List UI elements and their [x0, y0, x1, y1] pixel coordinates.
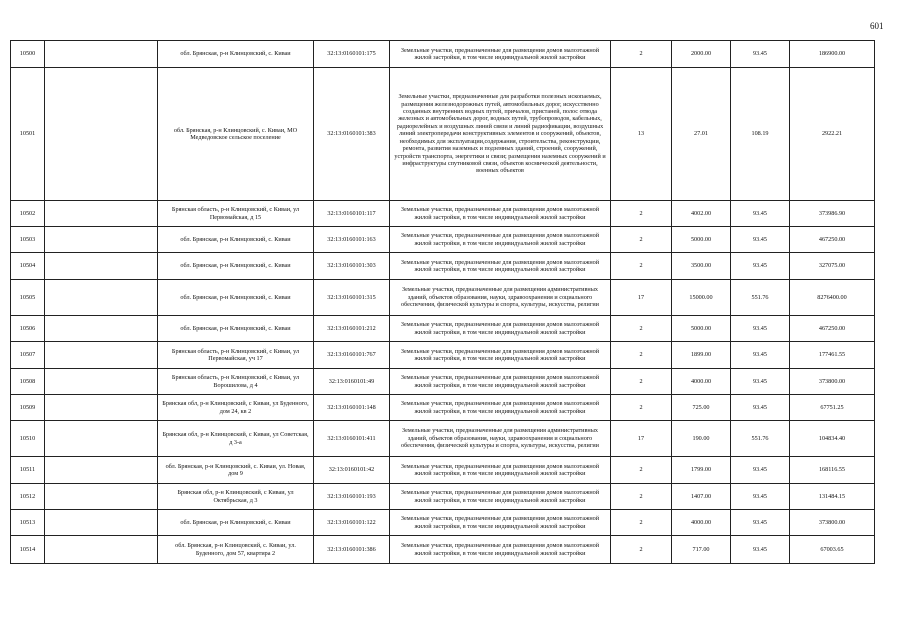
- cadastral-number-cell: 32:13:0160101:383: [314, 68, 390, 201]
- rate-cell: 93.45: [731, 457, 790, 484]
- empty-cell: [45, 68, 158, 201]
- area-cell: 27.01: [672, 68, 731, 201]
- land-use-description-cell: Земельные участки, предназначенные для размещения административных зданий, объектов образования, науки, здравоохранения и социального обеспечения, физической культуры и спорта, культуры, искусства, религии: [390, 280, 611, 316]
- table-body: [11, 41, 875, 564]
- cadastral-value-cell: 467250.00: [790, 316, 875, 342]
- address-cell: обл. Брянская, р-н Клинцовский, с. Киваи: [158, 316, 314, 342]
- area-cell: 1799.00: [672, 457, 731, 484]
- land-use-description-cell: Земельные участки, предназначенные для размещения административных зданий, объектов образования, науки, здравоохранения и социального обеспечения, физической культуры и спорта, культуры, искусства, религии: [390, 421, 611, 457]
- cadastral-number-cell: 32:13:0160101:163: [314, 227, 390, 253]
- empty-cell: [45, 227, 158, 253]
- cadastral-number-cell: 32:13:0160101:175: [314, 41, 390, 68]
- rate-cell: 93.45: [731, 201, 790, 227]
- rate-cell: 551.76: [731, 421, 790, 457]
- table-row: [11, 280, 875, 316]
- land-use-description-cell: Земельные участки, предназначенные для разработки полезных ископаемых, размещения железнодорожных путей, автомобильных дорог, искусственно созданных внутренних водных путей, причалов, пристаней, полос отвода железных и автомобильных дорог, водных путей, трубопроводов, кабельных, радиорелейных и воздушных линий связи и линий радиофикации, воздушных линий электропередачи конструктивных элементов и сооружений, объектов, необходимых для эксплуатации,содержания, строительства, реконструкции, ремонта, развития наземных и подземных зданий, строений, сооружений, устройств транспорта, энергетики и связи; размещения наземных сооружений и инфраструктуры спутниковой связи, объектов космической деятельности, военных объектов: [390, 68, 611, 201]
- row-number-cell: 10508: [11, 369, 45, 395]
- cadastral-value-cell: 168116.55: [790, 457, 875, 484]
- row-number-cell: 10506: [11, 316, 45, 342]
- area-cell: 4000.00: [672, 510, 731, 536]
- cadastral-number-cell: 32:13:0160101:315: [314, 280, 390, 316]
- cadastral-number-cell: 32:13:0160101:148: [314, 395, 390, 421]
- cadastral-number-cell: 32:13:0160101:117: [314, 201, 390, 227]
- row-number-cell: 10511: [11, 457, 45, 484]
- land-use-code-cell: 2: [611, 369, 672, 395]
- row-number-cell: 10505: [11, 280, 45, 316]
- cadastral-number-cell: 32:13:0160101:122: [314, 510, 390, 536]
- land-use-description-cell: Земельные участки, предназначенные для размещения домов малоэтажной жилой застройки, в том числе индивидуальной жилой застройки: [390, 457, 611, 484]
- cadastral-number-cell: 32:13:0160101:411: [314, 421, 390, 457]
- cadastral-value-cell: 327075.00: [790, 253, 875, 280]
- table-row: [11, 227, 875, 253]
- cadastral-value-cell: 467250.00: [790, 227, 875, 253]
- rate-cell: 93.45: [731, 369, 790, 395]
- cadastral-number-cell: 32:13:0160101:212: [314, 316, 390, 342]
- empty-cell: [45, 457, 158, 484]
- address-cell: обл. Брянская, р-н Клинцовский, с. Киваи, ул. Новая, дом 9: [158, 457, 314, 484]
- table-row: [11, 253, 875, 280]
- cadastral-value-cell: 104834.40: [790, 421, 875, 457]
- land-use-code-cell: 2: [611, 342, 672, 369]
- empty-cell: [45, 201, 158, 227]
- row-number-cell: 10514: [11, 536, 45, 564]
- area-cell: 717.00: [672, 536, 731, 564]
- land-use-description-cell: Земельные участки, предназначенные для размещения домов малоэтажной жилой застройки, в том числе индивидуальной жилой застройки: [390, 369, 611, 395]
- table-row: [11, 316, 875, 342]
- empty-cell: [45, 280, 158, 316]
- cadastral-value-cell: 2922.21: [790, 68, 875, 201]
- address-cell: Брянская обл, р-н Клинцовский, с Киваи, ул Октябрьская, д 3: [158, 484, 314, 510]
- table-row: [11, 395, 875, 421]
- land-registry-table: [10, 40, 875, 564]
- table-row: [11, 201, 875, 227]
- cadastral-value-cell: 373986.90: [790, 201, 875, 227]
- cadastral-value-cell: 67751.25: [790, 395, 875, 421]
- row-number-cell: 10500: [11, 41, 45, 68]
- address-cell: обл. Брянская, р-н Клинцовский, с. Киваи: [158, 510, 314, 536]
- table-row: [11, 457, 875, 484]
- address-cell: Брянская обл, р-н Клинцовский, с Киваи, ул Буденного, дом 24, кв 2: [158, 395, 314, 421]
- address-cell: обл. Брянская, р-н Клинцовский, с. Киваи: [158, 253, 314, 280]
- table-row: [11, 369, 875, 395]
- area-cell: 4000.00: [672, 369, 731, 395]
- row-number-cell: 10504: [11, 253, 45, 280]
- rate-cell: 93.45: [731, 484, 790, 510]
- rate-cell: 93.45: [731, 536, 790, 564]
- land-use-description-cell: Земельные участки, предназначенные для размещения домов малоэтажной жилой застройки, в том числе индивидуальной жилой застройки: [390, 227, 611, 253]
- table-row: [11, 484, 875, 510]
- empty-cell: [45, 536, 158, 564]
- land-use-code-cell: 2: [611, 41, 672, 68]
- page-number: 601: [870, 21, 884, 31]
- empty-cell: [45, 510, 158, 536]
- empty-cell: [45, 484, 158, 510]
- address-cell: Брянская область, р-н Клинцовский, с Киваи, ул Первомайская, д 15: [158, 201, 314, 227]
- table-row: [11, 41, 875, 68]
- cadastral-value-cell: 177461.55: [790, 342, 875, 369]
- address-cell: Брянская обл, р-н Клинцовский, с Киваи, ул Советская, д 3-а: [158, 421, 314, 457]
- area-cell: 3500.00: [672, 253, 731, 280]
- land-use-description-cell: Земельные участки, предназначенные для размещения домов малоэтажной жилой застройки, в том числе индивидуальной жилой застройки: [390, 484, 611, 510]
- rate-cell: 93.45: [731, 316, 790, 342]
- area-cell: 190.00: [672, 421, 731, 457]
- empty-cell: [45, 316, 158, 342]
- empty-cell: [45, 369, 158, 395]
- cadastral-number-cell: 32:13:0160101:42: [314, 457, 390, 484]
- land-use-code-cell: 13: [611, 68, 672, 201]
- cadastral-value-cell: 131484.15: [790, 484, 875, 510]
- cadastral-value-cell: 373800.00: [790, 369, 875, 395]
- land-use-code-cell: 17: [611, 421, 672, 457]
- address-cell: Брянская область, р-н Клинцовский, с Киваи, ул Ворошилова, д 4: [158, 369, 314, 395]
- table-row: [11, 68, 875, 201]
- area-cell: 5000.00: [672, 227, 731, 253]
- area-cell: 2000.00: [672, 41, 731, 68]
- area-cell: 1899.00: [672, 342, 731, 369]
- area-cell: 5000.00: [672, 316, 731, 342]
- cadastral-number-cell: 32:13:0160101:303: [314, 253, 390, 280]
- empty-cell: [45, 253, 158, 280]
- land-use-code-cell: 2: [611, 201, 672, 227]
- empty-cell: [45, 421, 158, 457]
- table-row: [11, 342, 875, 369]
- land-use-code-cell: 2: [611, 395, 672, 421]
- rate-cell: 108.19: [731, 68, 790, 201]
- cadastral-value-cell: 67003.65: [790, 536, 875, 564]
- land-use-description-cell: Земельные участки, предназначенные для размещения домов малоэтажной жилой застройки, в том числе индивидуальной жилой застройки: [390, 316, 611, 342]
- land-use-code-cell: 2: [611, 253, 672, 280]
- cadastral-value-cell: 373800.00: [790, 510, 875, 536]
- land-use-description-cell: Земельные участки, предназначенные для размещения домов малоэтажной жилой застройки, в том числе индивидуальной жилой застройки: [390, 342, 611, 369]
- land-use-code-cell: 2: [611, 457, 672, 484]
- land-use-code-cell: 2: [611, 316, 672, 342]
- row-number-cell: 10513: [11, 510, 45, 536]
- land-use-description-cell: Земельные участки, предназначенные для размещения домов малоэтажной жилой застройки, в том числе индивидуальной жилой застройки: [390, 510, 611, 536]
- land-use-code-cell: 17: [611, 280, 672, 316]
- address-cell: обл. Брянская, р-н Клинцовский, с. Киваи: [158, 227, 314, 253]
- land-use-description-cell: Земельные участки, предназначенные для размещения домов малоэтажной жилой застройки, в том числе индивидуальной жилой застройки: [390, 536, 611, 564]
- address-cell: Брянская область, р-н Клинцовский, с Киваи, ул Первомайская, уч 17: [158, 342, 314, 369]
- rate-cell: 93.45: [731, 395, 790, 421]
- empty-cell: [45, 395, 158, 421]
- land-use-description-cell: Земельные участки, предназначенные для размещения домов малоэтажной жилой застройки, в том числе индивидуальной жилой застройки: [390, 41, 611, 68]
- land-use-description-cell: Земельные участки, предназначенные для размещения домов малоэтажной жилой застройки, в том числе индивидуальной жилой застройки: [390, 253, 611, 280]
- address-cell: обл. Брянская, р-н Клинцовский, с. Киваи, ул. Буденного, дом 57, квартира 2: [158, 536, 314, 564]
- land-use-code-cell: 2: [611, 227, 672, 253]
- land-use-code-cell: 2: [611, 536, 672, 564]
- empty-cell: [45, 342, 158, 369]
- rate-cell: 93.45: [731, 253, 790, 280]
- cadastral-number-cell: 32:13:0160101:49: [314, 369, 390, 395]
- rate-cell: 93.45: [731, 41, 790, 68]
- row-number-cell: 10510: [11, 421, 45, 457]
- land-use-code-cell: 2: [611, 510, 672, 536]
- land-use-description-cell: Земельные участки, предназначенные для размещения домов малоэтажной жилой застройки, в том числе индивидуальной жилой застройки: [390, 201, 611, 227]
- area-cell: 1407.00: [672, 484, 731, 510]
- cadastral-number-cell: 32:13:0160101:193: [314, 484, 390, 510]
- rate-cell: 93.45: [731, 510, 790, 536]
- rate-cell: 551.76: [731, 280, 790, 316]
- address-cell: обл. Брянская, р-н Клинцовский, с. Киваи: [158, 41, 314, 68]
- area-cell: 15000.00: [672, 280, 731, 316]
- cadastral-value-cell: 186900.00: [790, 41, 875, 68]
- empty-cell: [45, 41, 158, 68]
- cadastral-number-cell: 32:13:0160101:386: [314, 536, 390, 564]
- table-row: [11, 536, 875, 564]
- rate-cell: 93.45: [731, 227, 790, 253]
- row-number-cell: 10501: [11, 68, 45, 201]
- row-number-cell: 10502: [11, 201, 45, 227]
- cadastral-number-cell: 32:13:0160101:767: [314, 342, 390, 369]
- address-cell: обл. Брянская, р-н Клинцовский, с. Киваи: [158, 280, 314, 316]
- table-row: [11, 510, 875, 536]
- cadastral-value-cell: 8276400.00: [790, 280, 875, 316]
- row-number-cell: 10512: [11, 484, 45, 510]
- area-cell: 4002.00: [672, 201, 731, 227]
- table-row: [11, 421, 875, 457]
- rate-cell: 93.45: [731, 342, 790, 369]
- row-number-cell: 10503: [11, 227, 45, 253]
- land-use-code-cell: 2: [611, 484, 672, 510]
- area-cell: 725.00: [672, 395, 731, 421]
- land-use-description-cell: Земельные участки, предназначенные для размещения домов малоэтажной жилой застройки, в том числе индивидуальной жилой застройки: [390, 395, 611, 421]
- row-number-cell: 10509: [11, 395, 45, 421]
- address-cell: обл. Брянская, р-н Клинцовский, с. Киваи, МО Медведовское сельское поселение: [158, 68, 314, 201]
- row-number-cell: 10507: [11, 342, 45, 369]
